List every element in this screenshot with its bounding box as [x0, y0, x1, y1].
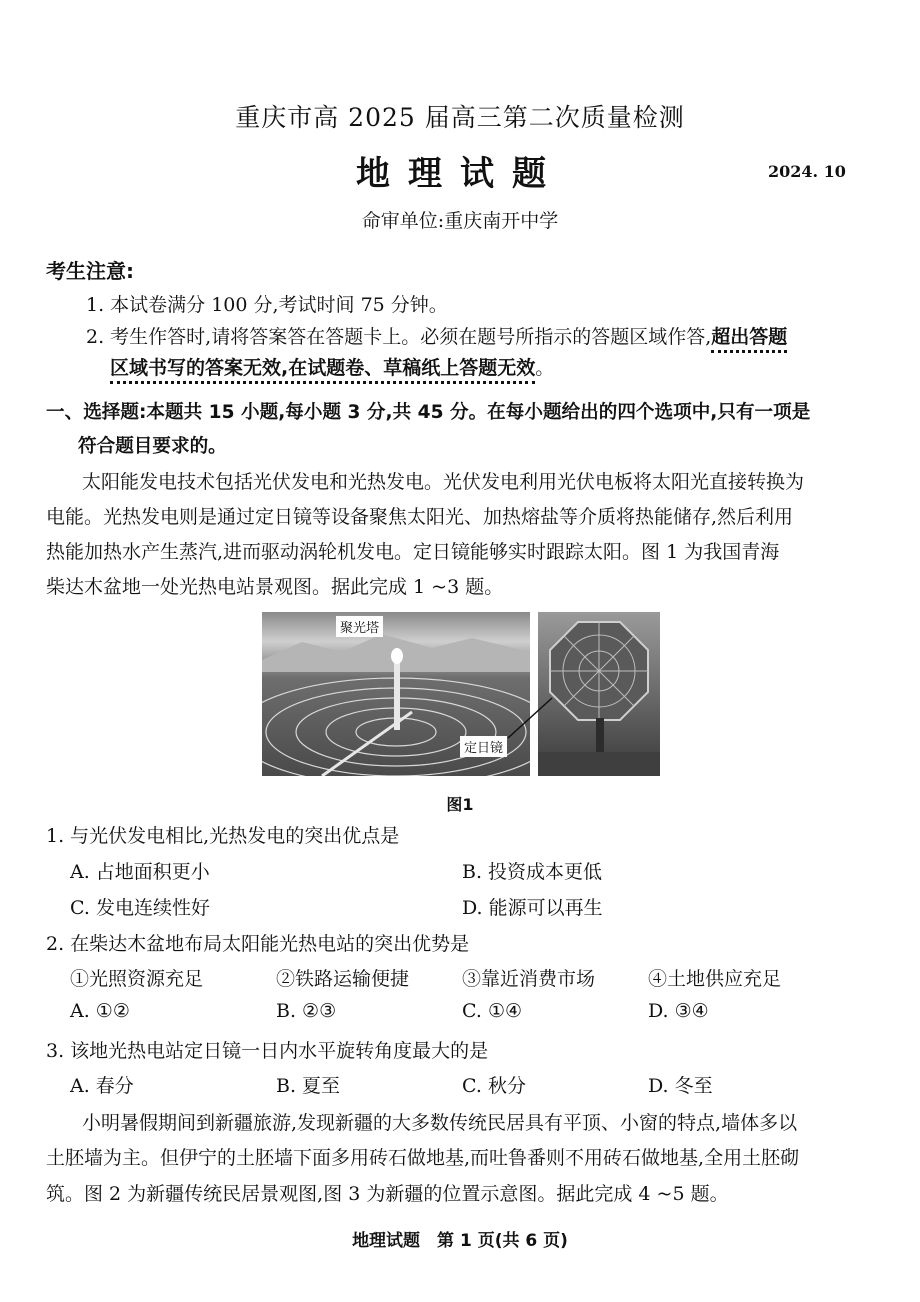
q2-statement-2: ②铁路运输便捷 — [276, 968, 410, 990]
exam-series-title: 重庆市高 2025 届高三第二次质量检测 — [235, 103, 685, 132]
passage2-line2: 土胚墙为主。但伊宁的土胚墙下面多用砖石做地基,而吐鲁番则不用砖石做地基,全用土胚砌 — [46, 1147, 800, 1169]
heliostat-label: 定日镜 — [460, 736, 507, 757]
q3-option-d: D. 冬至 — [648, 1075, 713, 1097]
q3-option-c: C. 秋分 — [462, 1075, 526, 1097]
figure1-caption: 图1 — [446, 795, 474, 814]
q3-option-b: B. 夏至 — [276, 1075, 341, 1097]
passage1-line4: 柴达木盆地一处光热电站景观图。据此完成 1 ~3 题。 — [46, 576, 504, 598]
q2-option-b: B. ②③ — [276, 1000, 337, 1022]
q2-option-c: C. ①④ — [462, 1000, 523, 1022]
passage1-line2: 电能。光热发电则是通过定日镜等设备聚焦太阳光、加热熔盐等介质将热能储存,然后利用 — [46, 506, 794, 528]
passage2-line1: 小明暑假期间到新疆旅游,发现新疆的大多数传统民居具有平顶、小窗的特点,墙体多以 — [82, 1112, 798, 1134]
q2-statement-3: ③靠近消费市场 — [462, 968, 596, 990]
q2-statement-1: ①光照资源充足 — [70, 968, 204, 990]
notice-item-2-line1 — [86, 322, 787, 349]
notice-item-2-emphasis: 超出答题 — [711, 326, 787, 353]
notice-item-2-text: 2. 考生作答时,请将答案答在答题卡上。必须在题号所指示的答题区域作答, — [86, 326, 712, 348]
q2-stem: 2. 在柴达木盆地布局太阳能光热电站的突出优势是 — [46, 933, 470, 955]
compiler-unit: 命审单位:重庆南开中学 — [361, 210, 559, 232]
q1-option-b: B. 投资成本更低 — [462, 861, 603, 883]
q2-option-a: A. ①② — [70, 1000, 130, 1022]
q1-option-d: D. 能源可以再生 — [462, 897, 603, 919]
q1-option-a: A. 占地面积更小 — [70, 861, 210, 883]
q1-option-c: C. 发电连续性好 — [70, 897, 210, 919]
notice-item-2-emphasis-cont: 区域书写的答案无效,在试题卷、草稿纸上答题无效 — [110, 357, 535, 384]
q2-statement-4: ④土地供应充足 — [648, 968, 782, 990]
q3-stem: 3. 该地光热电站定日镜一日内水平旋转角度最大的是 — [46, 1040, 489, 1062]
section-heading-line1: 一、选择题:本题共 15 小题,每小题 3 分,共 45 分。在每小题给出的四个选项中,只有一项是 — [46, 402, 811, 423]
exam-date: 2024. 10 — [768, 162, 846, 181]
notice-heading: 考生注意: — [46, 259, 134, 283]
section-heading-line2: 符合题目要求的。 — [78, 436, 227, 457]
q1-stem: 1. 与光伏发电相比,光热发电的突出优点是 — [46, 825, 400, 847]
solar-field-photo — [262, 612, 530, 776]
passage1-line3: 热能加热水产生蒸汽,进而驱动涡轮机发电。定日镜能够实时跟踪太阳。图 1 为我国青海 — [46, 541, 780, 563]
q2-option-d: D. ③④ — [648, 1000, 709, 1022]
notice-item-2-end: 。 — [535, 357, 555, 379]
subject-title: 地理试题 — [356, 154, 564, 194]
heliostat-pointer-arrow — [500, 690, 560, 750]
passage2-line3: 筑。图 2 为新疆传统民居景观图,图 3 为新疆的位置示意图。据此完成 4 ~5 题。 — [46, 1183, 729, 1205]
q3-option-a: A. 春分 — [70, 1075, 134, 1097]
notice-item-1: 1. 本试卷满分 100 分,考试时间 75 分钟。 — [86, 294, 448, 316]
notice-item-2-line2 — [110, 353, 554, 380]
page-footer: 地理试题 第 1 页(共 6 页) — [352, 1231, 568, 1251]
tower-label: 聚光塔 — [336, 616, 383, 637]
passage1-line1: 太阳能发电技术包括光伏发电和光热发电。光伏发电利用光伏电板将太阳光直接转换为 — [82, 471, 805, 493]
